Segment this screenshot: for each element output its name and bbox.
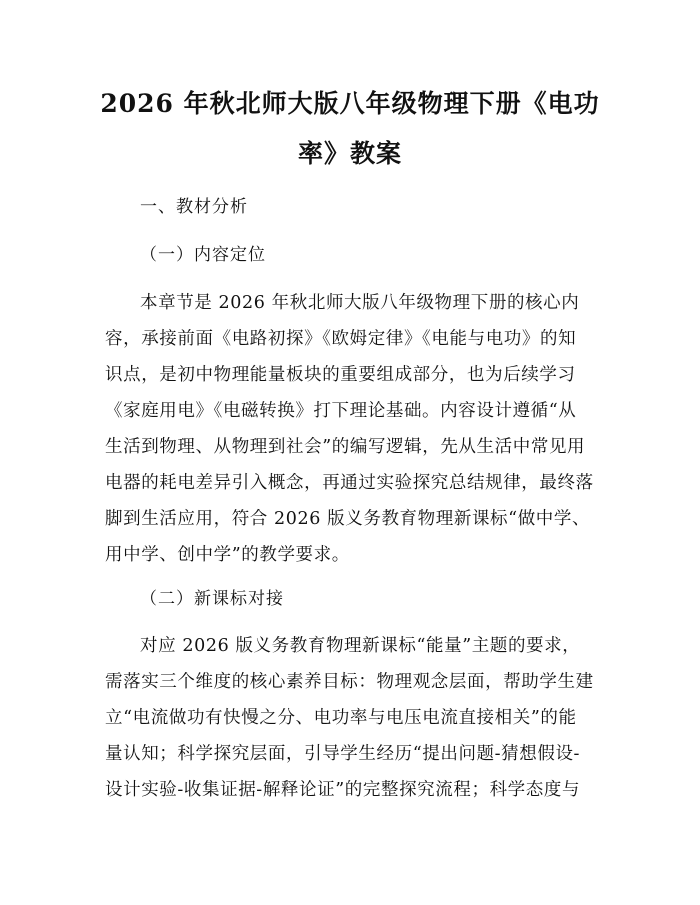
subsection-heading-curriculum-alignment: （二）新课标对接 — [140, 589, 284, 609]
paragraph-line: 立“电流做功有快慢之分、电功率与电压电流直接相关”的能 — [105, 708, 577, 728]
paragraph-line: 电器的耗电差异引入概念，再通过实验探究总结规律，最终落 — [105, 473, 594, 493]
subsection-heading-content-position: （一）内容定位 — [140, 245, 266, 265]
paragraph-line: 用中学、创中学”的教学要求。 — [105, 545, 350, 565]
paragraph-line: 容，承接前面《电路初探》《欧姆定律》《电能与电功》的知 — [105, 329, 577, 349]
document-title-line-1: 2026 年秋北师大版八年级物理下册《电功 — [100, 89, 600, 118]
paragraph-line: 需落实三个维度的核心素养目标：物理观念层面，帮助学生建 — [105, 672, 594, 692]
paragraph-line: 生活到物理、从物理到社会”的编写逻辑，先从生活中常见用 — [105, 437, 586, 457]
paragraph-line: 识点，是初中物理能量板块的重要组成部分，也为后续学习 — [105, 365, 576, 385]
paragraph-line: 量认知；科学探究层面，引导学生经历“提出问题-猜想假设- — [105, 744, 581, 764]
paragraph-line: 设计实验-收集证据-解释论证”的完整探究流程；科学态度与 — [105, 780, 581, 800]
paragraph-line: 脚到生活应用，符合 2026 版义务教育物理新课标“做中学、 — [105, 509, 591, 529]
paragraph-line: 对应 2026 版义务教育物理新课标“能量”主题的要求， — [140, 636, 581, 656]
document-title-line-2: 率》教案 — [297, 139, 402, 168]
paragraph-line: 《家庭用电》《电磁转换》打下理论基础。内容设计遵循“从 — [105, 401, 577, 421]
section-heading: 一、教材分析 — [140, 197, 248, 217]
paragraph-line: 本章节是 2026 年秋北师大版八年级物理下册的核心内 — [140, 293, 580, 313]
